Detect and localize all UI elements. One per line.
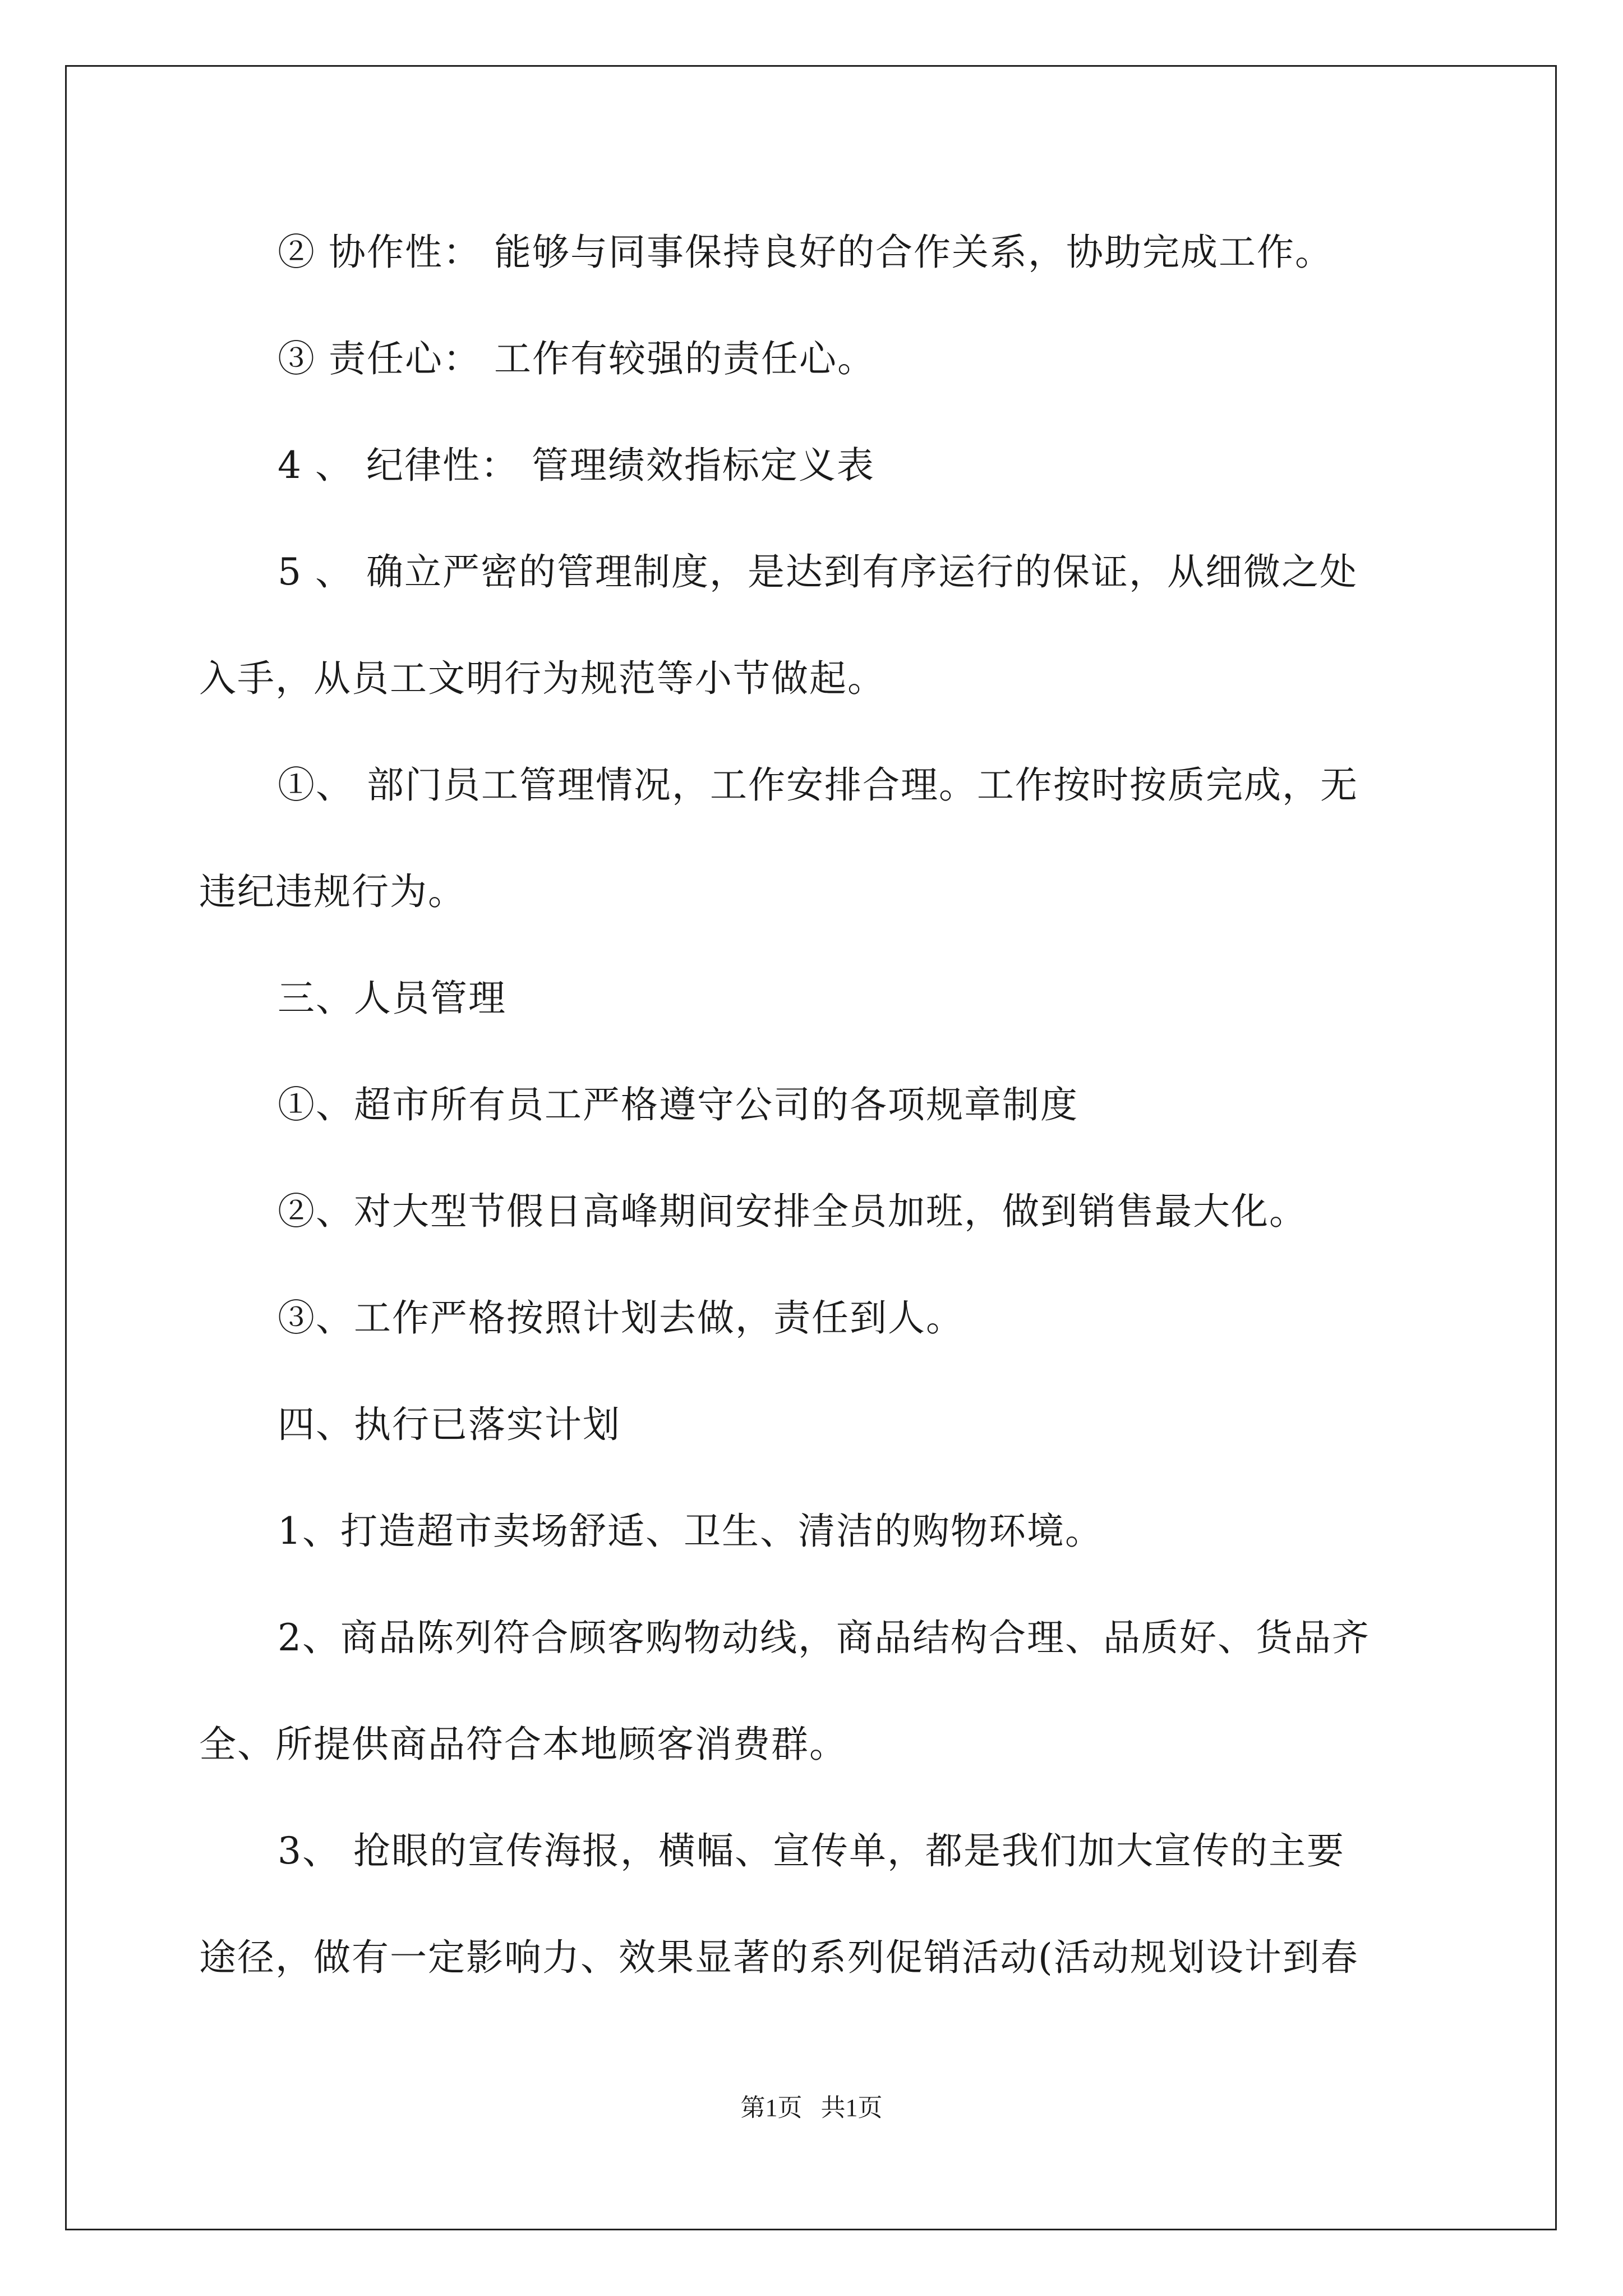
- text-line: ②、对大型节假日高峰期间安排全员加班，做到销售最大化。: [278, 1190, 1307, 1233]
- text-line: ② 协作性： 能够与同事保持良好的合作关系，协助完成工作。: [278, 231, 1333, 274]
- text-line: 入手，从员工文明行为规范等小节做起。: [199, 657, 886, 700]
- text-line: ③ 责任心： 工作有较强的责任心。: [278, 337, 875, 380]
- text-line: 1、打造超市卖场舒适、卫生、清洁的购物环境。: [278, 1510, 1103, 1553]
- text-line: 违纪违规行为。: [199, 870, 466, 913]
- text-line: 3、 抢眼的宣传海报，横幅、宣传单，都是我们加大宣传的主要: [278, 1829, 1345, 1872]
- text-line: ③、工作严格按照计划去做，责任到人。: [278, 1296, 964, 1340]
- text-line: ①、 部门员工管理情况，工作安排合理。工作按时按质完成，无: [278, 763, 1358, 807]
- page-number: 第1页 共1页: [740, 2094, 883, 2122]
- text-line: 5 、 确立严密的管理制度，是达到有序运行的保证，从细微之处: [278, 550, 1358, 593]
- text-line: 全、所提供商品符合本地顾客消费群。: [199, 1723, 847, 1766]
- page-border: [65, 65, 1557, 2230]
- section-heading: 四、执行已落实计划: [278, 1403, 621, 1446]
- text-line: 4 、 纪律性： 管理绩效指标定义表: [278, 444, 875, 487]
- section-heading: 三、人员管理: [278, 977, 506, 1020]
- text-line: 途径，做有一定影响力、效果显著的系列促销活动(活动规划设计到春: [199, 1936, 1359, 1979]
- text-line: 2、商品陈列符合顾客购物动线，商品结构合理、品质好、货品齐: [278, 1616, 1370, 1659]
- text-line: ①、超市所有员工严格遵守公司的各项规章制度: [278, 1083, 1078, 1126]
